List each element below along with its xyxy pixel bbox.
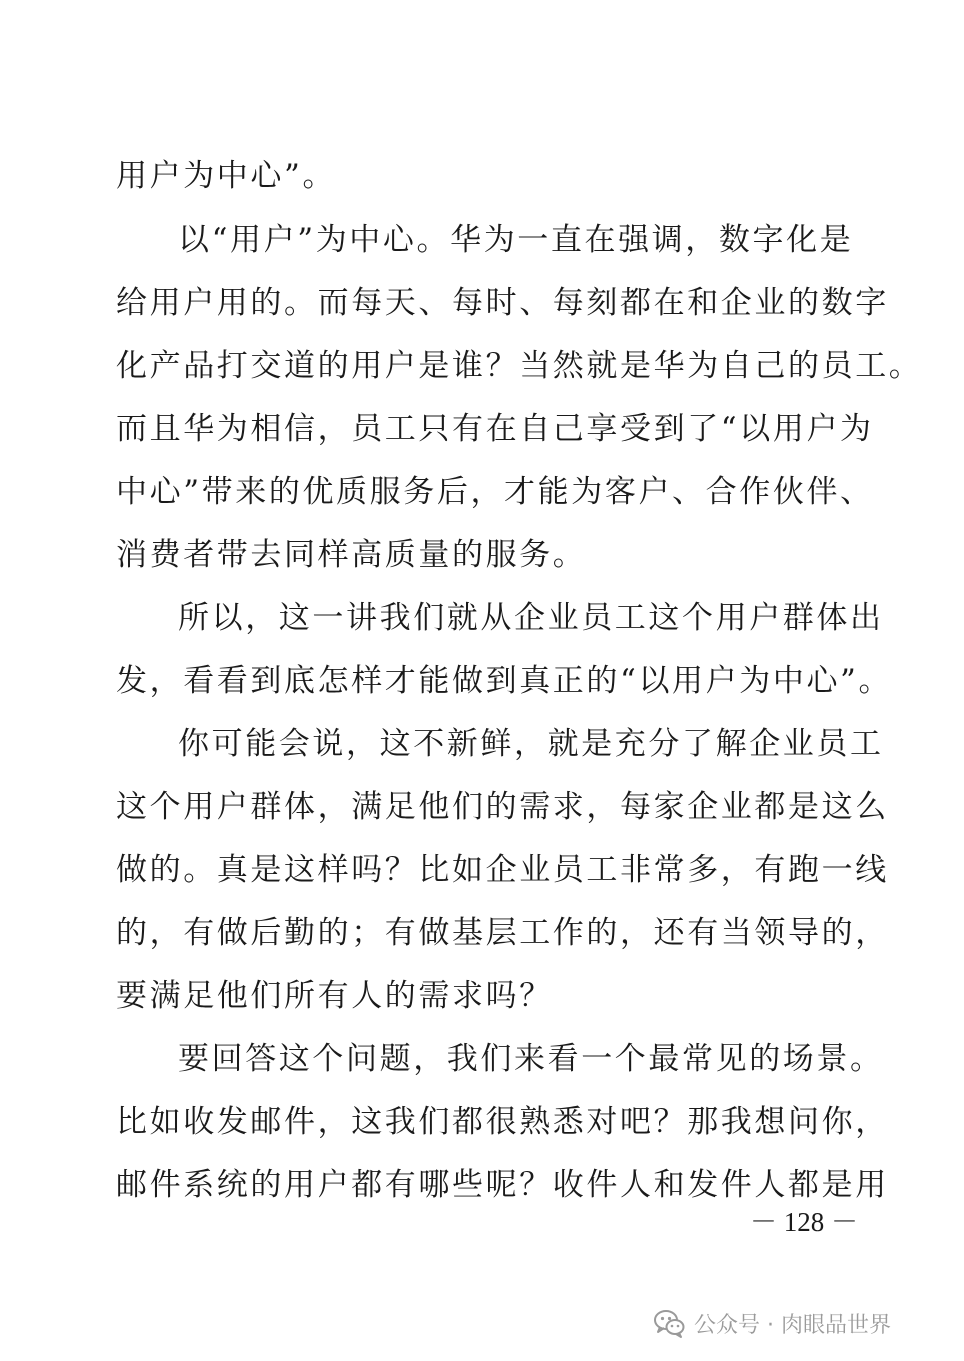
text-line: 的，有做后勤的；有做基层工作的，还有当领导的，	[116, 915, 889, 951]
text-line: 化产品打交道的用户是谁？当然就是华为自己的员工。	[116, 348, 923, 384]
paragraph-first-line: 以“用户”为中心。华为一直在强调，数字化是	[178, 222, 854, 258]
paragraph-first-line: 你可能会说，这不新鲜，就是充分了解企业员工	[178, 726, 884, 762]
paragraph-first-line: 要回答这个问题，我们来看一个最常见的场景。	[178, 1041, 884, 1077]
text-line: 用户为中心”。	[116, 158, 337, 194]
text-line: 发，看看到底怎样才能做到真正的“以用户为中心”。	[116, 663, 893, 699]
text-line: 这个用户群体，满足他们的需求，每家企业都是这么	[116, 789, 889, 825]
page-number: － 128 －	[750, 1207, 858, 1237]
watermark-text: 公众号 · 肉眼品世界	[694, 1312, 891, 1338]
text-line: 邮件系统的用户都有哪些呢？收件人和发件人都是用	[116, 1167, 889, 1203]
paragraph-first-line: 所以，这一讲我们就从企业员工这个用户群体出	[178, 600, 884, 636]
watermark	[652, 1305, 891, 1341]
wechat-icon	[652, 1306, 686, 1340]
text-line: 而且华为相信，员工只有在自己享受到了“以用户为	[116, 411, 874, 447]
text-line: 给用户用的。而每天、每时、每刻都在和企业的数字	[116, 285, 889, 321]
text-line: 做的。真是这样吗？比如企业员工非常多，有跑一线	[116, 852, 889, 888]
text-line: 中心”带来的优质服务后，才能为客户、合作伙伴、	[116, 474, 874, 510]
text-line: 消费者带去同样高质量的服务。	[116, 537, 587, 573]
text-line: 比如收发邮件，这我们都很熟悉对吧？那我想问你，	[116, 1104, 889, 1140]
text-line: 要满足他们所有人的需求吗？	[116, 978, 553, 1014]
